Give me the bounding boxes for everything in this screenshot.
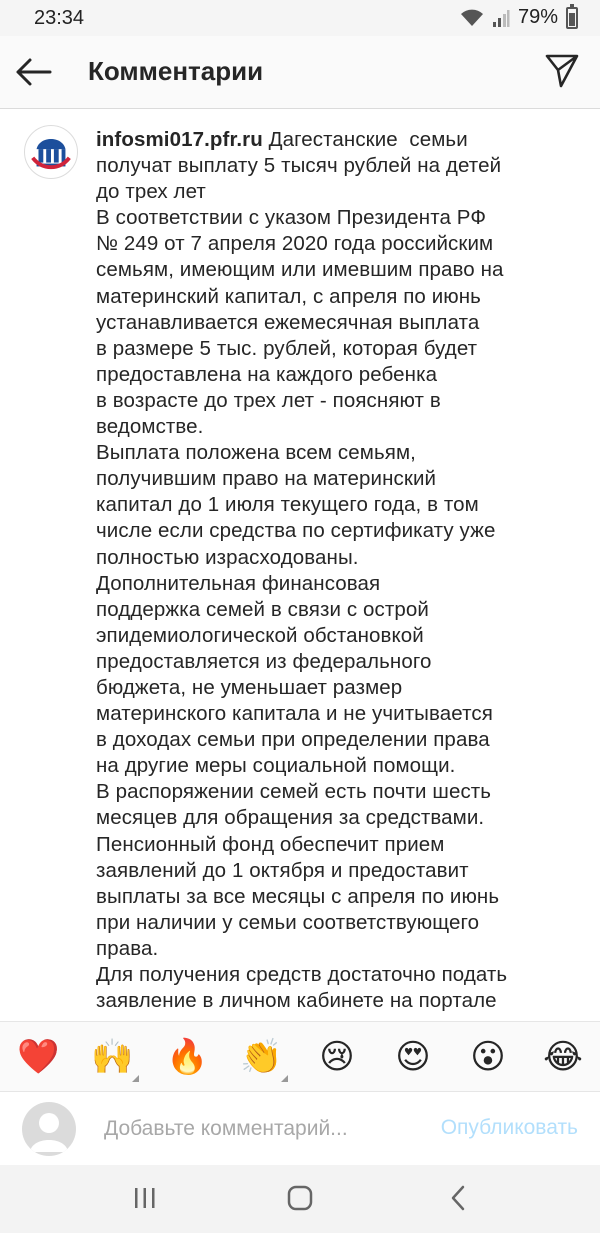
battery-icon xyxy=(566,7,578,29)
caption-line: В соответствии с указом Президента РФ xyxy=(96,206,487,230)
caption-line: при наличии у семьи соответствующего xyxy=(96,910,480,934)
raising-hands-emoji-glyph: 🙌 xyxy=(91,1037,134,1077)
caption-line: Дополнительная финансовая xyxy=(96,571,381,595)
heart-emoji[interactable]: ❤️ xyxy=(17,1037,60,1077)
caption-line: предоставлена на каждого ребенка xyxy=(96,362,438,386)
post-text xyxy=(96,127,576,1014)
skin-tone-indicator xyxy=(132,1075,139,1082)
caption-line: Для получения средств достаточно подать xyxy=(96,963,508,986)
crying-face-emoji[interactable]: 😢 xyxy=(319,1037,355,1077)
fire-emoji[interactable]: 🔥 xyxy=(166,1037,209,1077)
heart-eyes-emoji[interactable]: 😍 xyxy=(395,1037,431,1077)
default-user-avatar-icon xyxy=(22,1102,76,1156)
caption-line: В распоряжении семей есть почти шесть xyxy=(96,780,492,804)
caption-line: Выплата положена всем семьям, xyxy=(96,441,416,465)
caption-line: материнский капитал, с апреля по июнь xyxy=(96,284,481,308)
signal-icon xyxy=(492,8,510,28)
status-time: 23:34 xyxy=(34,7,85,29)
caption-first-line xyxy=(96,127,576,153)
caption-first-line-text: Дагестанские семьи xyxy=(262,128,468,151)
status-bar xyxy=(0,0,600,36)
clapping-hands-emoji-glyph: 👏 xyxy=(240,1037,283,1077)
pfr-logo-icon[interactable] xyxy=(24,125,78,179)
caption-line: полностью израсходованы. xyxy=(96,545,359,569)
paper-plane-icon[interactable] xyxy=(544,50,580,90)
caption-line: до трех лет xyxy=(96,180,206,204)
pfr-logo-graphic xyxy=(25,126,77,178)
username-link[interactable]: infosmi017.pfr.ru xyxy=(96,128,263,151)
status-indicators xyxy=(460,6,578,29)
astonished-face-emoji[interactable]: 😮 xyxy=(470,1037,506,1077)
caption-line: получат выплату 5 тысяч рублей на детей xyxy=(96,154,502,178)
user-silhouette xyxy=(22,1102,76,1156)
clapping-hands-emoji[interactable] xyxy=(240,1036,282,1078)
caption-line: числе если средства по сертификату уже xyxy=(96,519,496,543)
post-caption xyxy=(0,109,600,1021)
arrow-left-icon[interactable] xyxy=(14,52,54,92)
caption-line: капитал до 1 июля текущего года, в том xyxy=(96,493,479,517)
wifi-icon xyxy=(460,8,484,28)
caption-line: получившим право на материнский xyxy=(96,467,437,491)
caption-line: на другие меры социальной помощи. xyxy=(96,754,456,778)
home-icon[interactable] xyxy=(287,1185,313,1211)
emoji-reaction-bar xyxy=(0,1021,600,1092)
caption-line: устанавливается ежемесячная выплата xyxy=(96,310,480,334)
caption-line: в размере 5 тыс. рублей, которая будет xyxy=(96,336,478,360)
recent-apps-icon[interactable] xyxy=(133,1187,157,1209)
caption-line: заявление в личном кабинете на портале xyxy=(96,989,497,1013)
caption-line: в возрасте до трех лет - поясняют в xyxy=(96,388,441,412)
tears-of-joy-emoji[interactable]: 😂 xyxy=(543,1037,583,1077)
system-nav-bar xyxy=(0,1165,600,1233)
comment-composer xyxy=(0,1091,600,1166)
caption-line: месяцев для обращения за средствами. xyxy=(96,806,485,830)
caption-line: права. xyxy=(96,936,159,960)
publish-button[interactable]: Опубликовать xyxy=(440,1116,578,1139)
caption-line: семьям, имеющим или имевшим право на xyxy=(96,258,504,282)
skin-tone-indicator xyxy=(281,1075,288,1082)
battery-percent: 79% xyxy=(517,6,558,28)
page-title: Комментарии xyxy=(88,56,264,86)
caption-line: эпидемиологической обстановкой xyxy=(96,623,424,647)
caption-line: Пенсионный фонд обеспечит прием xyxy=(96,832,445,856)
header xyxy=(0,36,600,109)
caption-line: предоставляется из федерального xyxy=(96,649,432,673)
caption-line: в доходах семьи при определении права xyxy=(96,728,490,752)
caption-line: поддержка семей в связи с острой xyxy=(96,597,429,621)
caption-line: материнского капитала и не учитывается xyxy=(96,702,493,726)
caption-line: № 249 от 7 апреля 2020 года российским xyxy=(96,232,494,256)
back-chevron-icon[interactable] xyxy=(450,1185,466,1211)
comment-input[interactable] xyxy=(104,1114,404,1144)
caption-line: бюджета, не уменьшает размер xyxy=(96,675,403,699)
caption-line: ведомстве. xyxy=(96,415,204,439)
caption-line: заявлений до 1 октября и предоставит xyxy=(96,858,469,882)
raising-hands-emoji[interactable] xyxy=(91,1036,133,1078)
caption-line: выплаты за все месяцы с апреля по июнь xyxy=(96,884,500,908)
